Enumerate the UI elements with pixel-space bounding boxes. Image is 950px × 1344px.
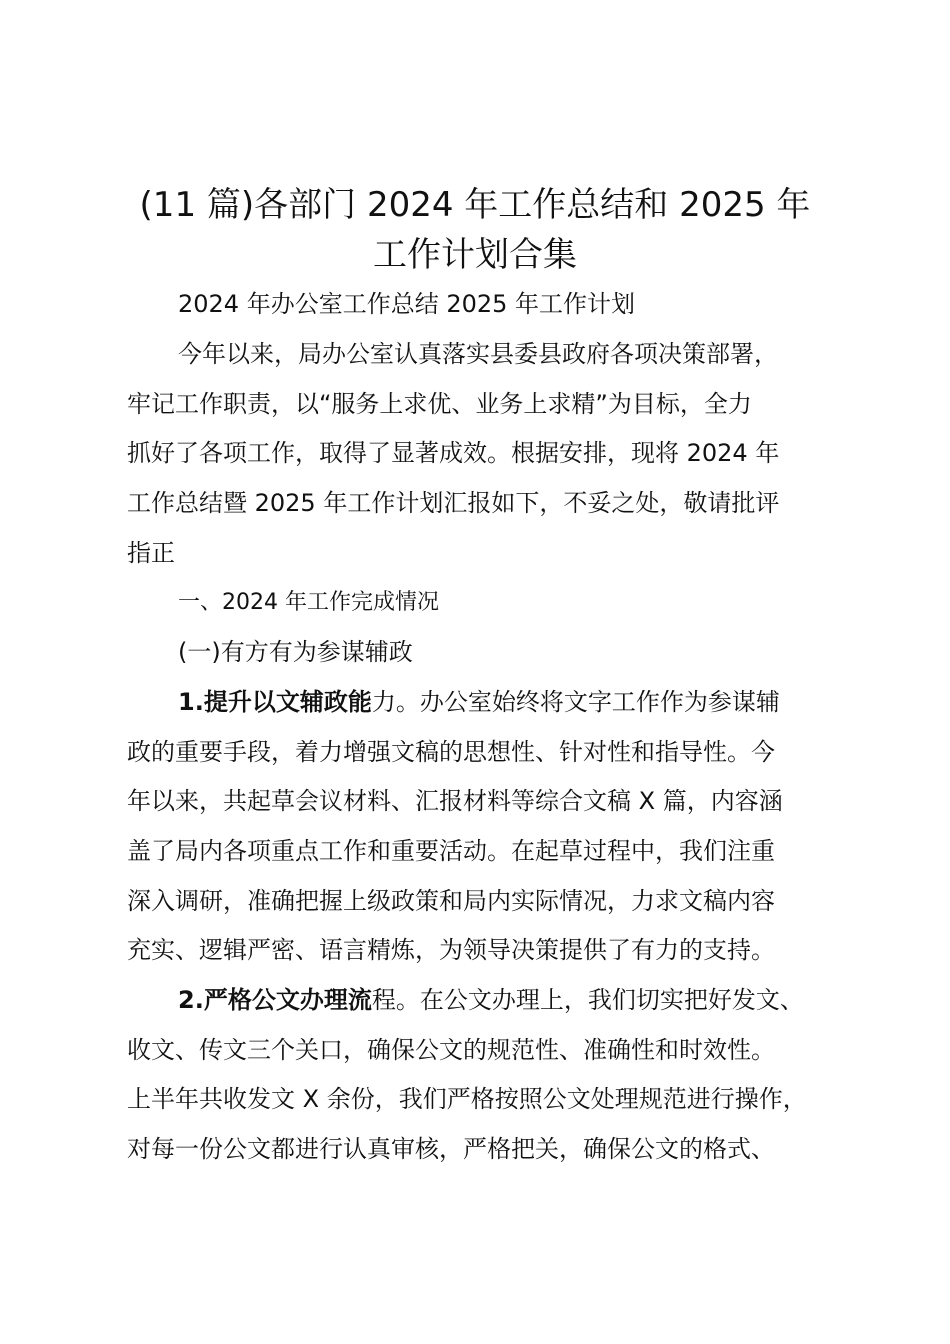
section-heading: 一、2024 年工作完成情况 [178, 590, 439, 615]
item2-line-2: 收文、传文三个关口，确保公文的规范性、准确性和时效性。 [127, 1036, 775, 1064]
intro-line-2: 牢记工作职责，以“服务上求优、业务上求精”为目标，全力 [127, 390, 752, 418]
subsection-heading: (一)有方有为参谋辅政 [178, 638, 413, 666]
item1-line-4: 盖了局内各项重点工作和重要活动。在起草过程中，我们注重 [127, 837, 775, 865]
item1-first-line [178, 685, 780, 719]
document-title [110, 180, 840, 280]
item1-line-5: 深入调研，准确把握上级政策和局内实际情况，力求文稿内容 [127, 887, 775, 915]
intro-line-3: 抓好了各项工作，取得了显著成效。根据安排，现将 2024 年 [127, 439, 780, 467]
title-line-1: (11 篇)各部门 2024 年工作总结和 2025 年 [139, 185, 811, 225]
item1-line-6: 充实、逻辑严密、语言精炼，为领导决策提供了有力的支持。 [127, 936, 775, 964]
item2-first-line-rest: 程。在公文办理上，我们切实把好发文、 [371, 986, 804, 1014]
item2-bold-heading: 2.严格公文办理流 [178, 986, 372, 1014]
intro-line-1: 今年以来，局办公室认真落实县委县政府各项决策部署， [178, 340, 778, 368]
item1-line-3: 年以来，共起草会议材料、汇报材料等综合文稿 X 篇，内容涵 [127, 787, 783, 815]
item1-bold-heading: 1.提升以文辅政能 [178, 688, 372, 716]
intro-line-4: 工作总结暨 2025 年工作计划汇报如下，不妥之处，敬请批评 [127, 489, 780, 517]
item2-first-line [178, 983, 804, 1017]
item2-line-3: 上半年共收发文 X 余份，我们严格按照公文处理规范进行操作， [127, 1085, 807, 1113]
intro-line-5: 指正 [127, 539, 175, 567]
item1-first-line-rest: 力。办公室始终将文字工作作为参谋辅 [371, 688, 780, 716]
document-subtitle: 2024 年办公室工作总结 2025 年工作计划 [178, 290, 636, 318]
item1-line-2: 政的重要手段，着力增强文稿的思想性、针对性和指导性。今 [127, 738, 775, 766]
item2-line-4: 对每一份公文都进行认真审核，严格把关，确保公文的格式、 [127, 1135, 775, 1163]
title-line-2: 工作计划合集 [373, 235, 577, 275]
